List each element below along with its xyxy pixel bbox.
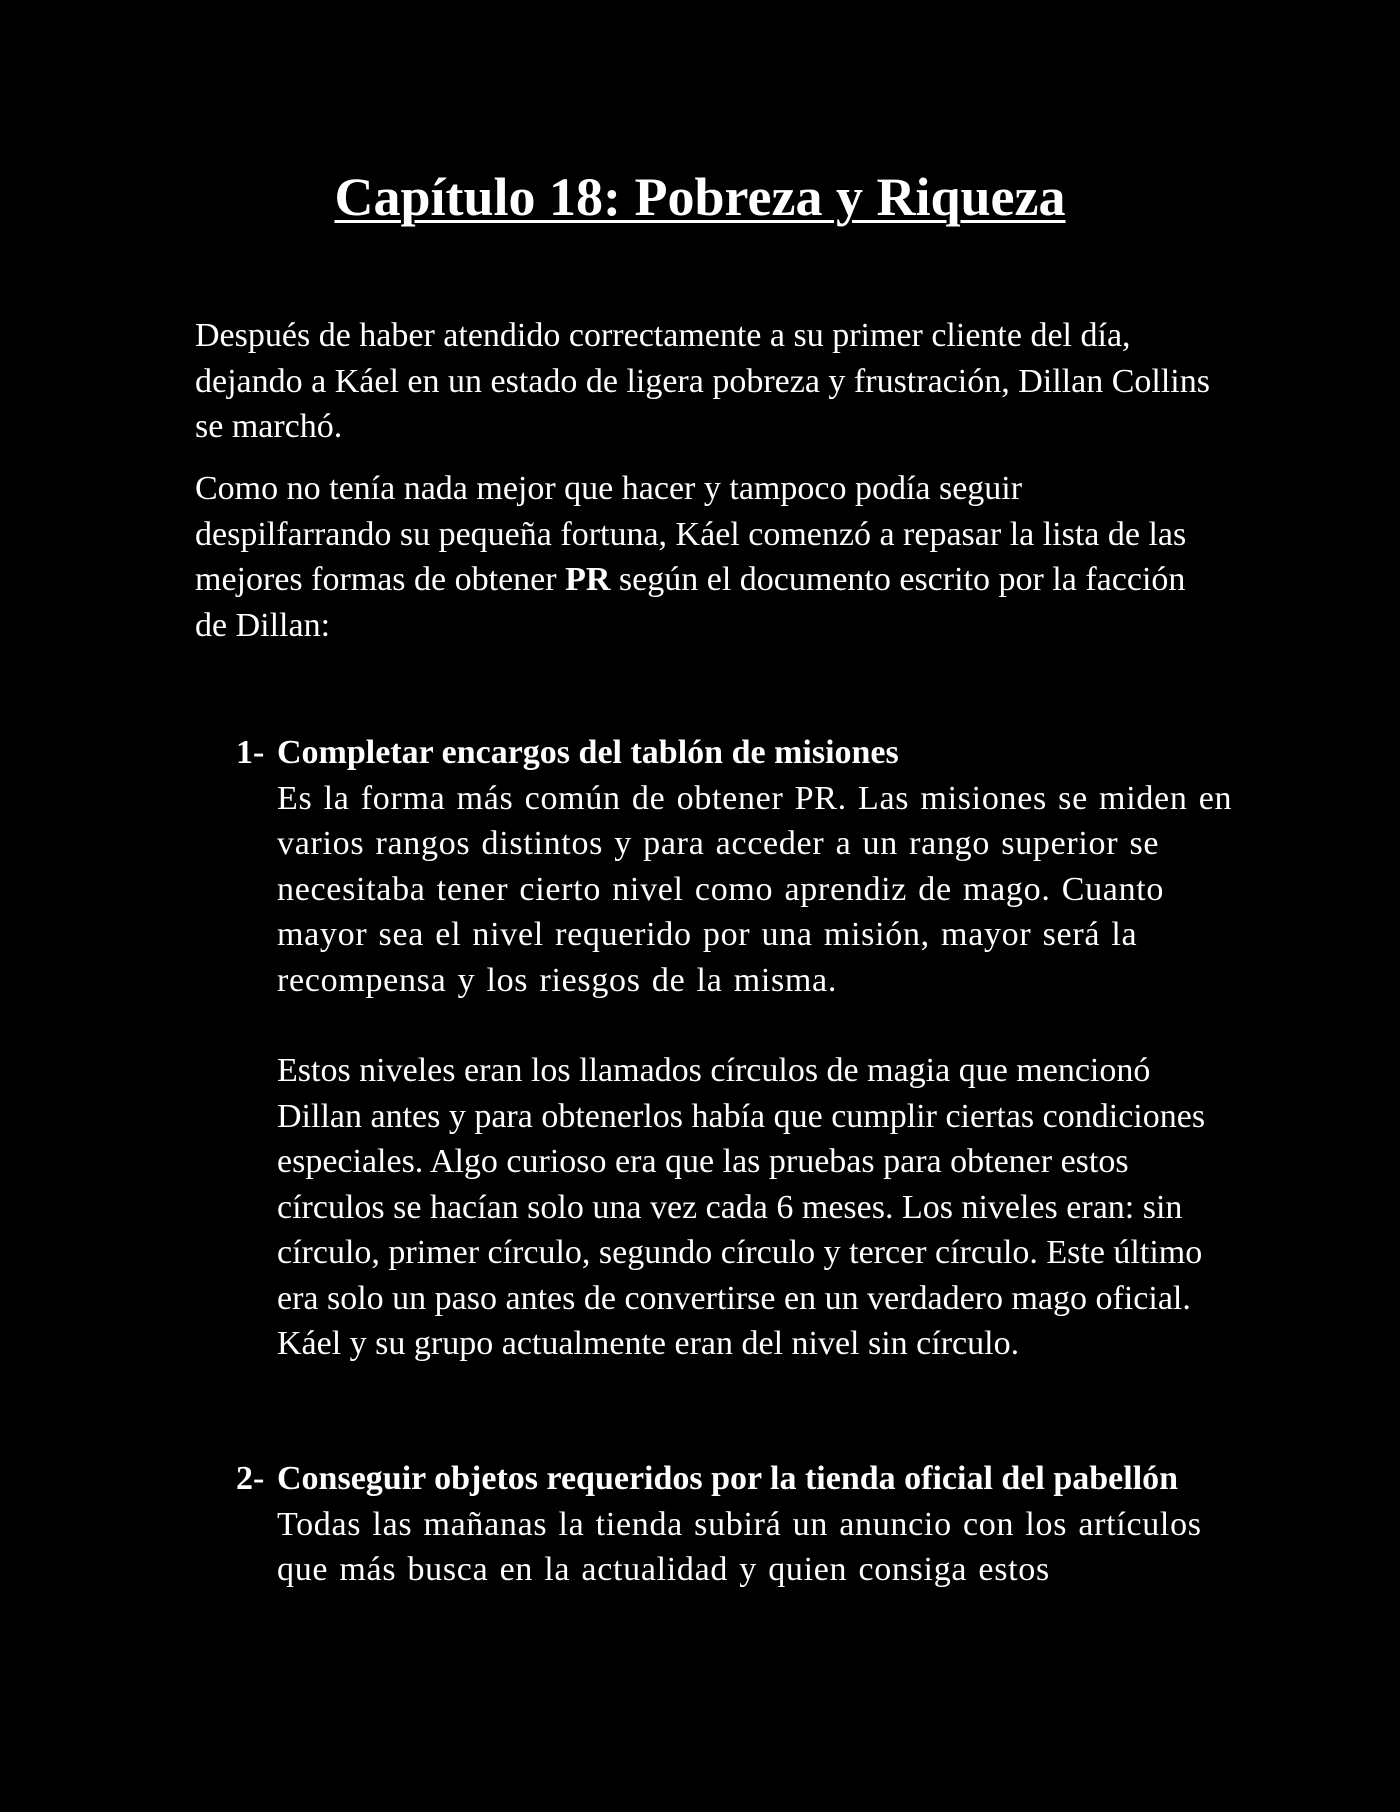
intro-paragraph-2-text-start: Como no tenía nada mejor que hacer y tampoco podía seguir despilfarrando su pequeña fortuna, Káel comenzó a repasar la lista de las mejores formas de obtener — [195, 470, 1187, 598]
list-item-1-text-2: Estos niveles eran los llamados círculos de magia que mencionó Dillan antes y para obtenerlos había que cumplir ciertas condiciones especiales. Algo curioso era que las pruebas para obtener estos círculos se hacían solo una vez cada 6 meses. Los niveles eran: sin círculo, primer círculo, segundo círculo y tercer círculo. Este último era solo un paso antes de convertirse en un verdadero mago oficial. Káel y su grupo actualmente eran del nivel sin círculo. — [277, 1052, 1206, 1362]
list-item-1 — [236, 730, 1236, 1367]
list-item-1-number: 1- — [236, 734, 265, 771]
intro-paragraph-2 — [195, 466, 1220, 648]
list-item-2-body — [277, 1456, 1237, 1593]
list-item-1-title: Completar encargos del tablón de misiones — [277, 734, 899, 771]
intro-paragraph-1: Después de haber atendido correctamente a su primer cliente del día, dejando a Káel en un estado de ligera pobreza y frustración, Dillan Collins se marchó. — [195, 317, 1210, 445]
list-item-1-body — [277, 730, 1237, 1367]
intro-paragraph-2-text-end: según el documento escrito por la facción de Dillan: — [195, 561, 1186, 644]
list-item-1-text: Es la forma más común de obtener PR. Las misiones se miden en varios rangos distintos y para acceder a un rango superior se necesitaba tener cierto nivel como aprendiz de mago. Cuanto mayor sea el nivel requerido por una misión, mayor será la recompensa y los riesgos de la misma. — [277, 779, 1233, 999]
list-item-2-title: Conseguir objetos requeridos por la tienda oficial del pabellón — [277, 1460, 1179, 1497]
pr-term: PR — [565, 561, 611, 598]
chapter-title: Capítulo 18: Pobreza y Riqueza — [334, 167, 1066, 227]
list-item-2 — [236, 1456, 1236, 1593]
list-item-2-number: 2- — [236, 1460, 265, 1497]
list-item-2-text: Todas las mañanas la tienda subirá un anuncio con los artículos que más busca en la actualidad y quien consiga estos — [277, 1505, 1202, 1588]
